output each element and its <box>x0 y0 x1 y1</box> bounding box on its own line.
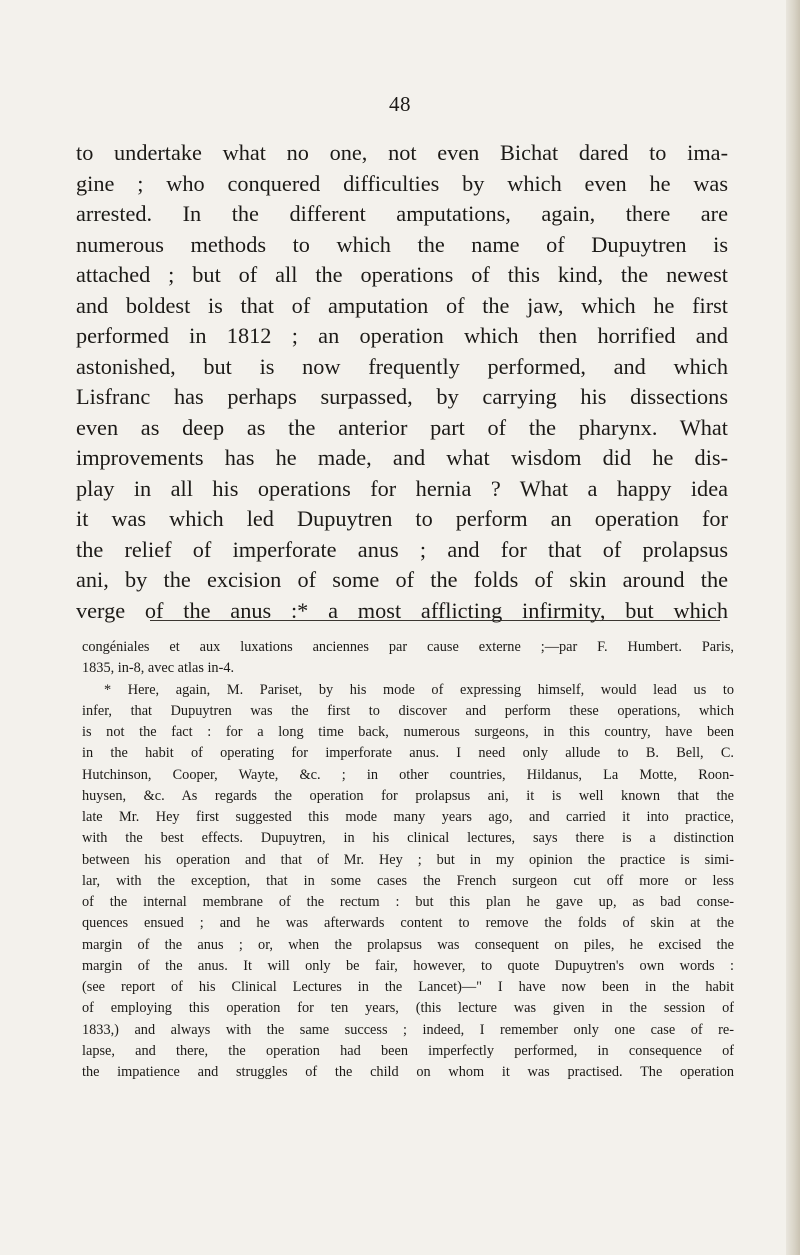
body-line: Lisfranc has perhaps surpassed, by carrying his dissections <box>76 384 728 409</box>
footnote-line: between his operation and that of Mr. Hey ; but in my opinion the practice is simi- <box>82 851 734 868</box>
footnotes <box>82 637 734 1083</box>
footnote-line: infer, that Dupuytren was the first to discover and perform these operations, which <box>82 702 734 719</box>
body-line: arrested. In the different amputations, again, there are <box>76 201 728 226</box>
footnote-line: huysen, &c. As regards the operation for prolapsus ani, it is well known that the <box>82 787 734 804</box>
footnote-line: of employing this operation for ten years, (this lecture was given in the session of <box>82 1000 734 1017</box>
body-text <box>76 138 728 626</box>
page-edge-shadow <box>786 0 800 1255</box>
footnote-line: Hutchinson, Cooper, Wayte, &c. ; in other countries, Hildanus, La Motte, Roon- <box>82 766 734 783</box>
footnote-line: in the habit of operating for imperforate anus. I need only allude to B. Bell, C. <box>82 745 734 762</box>
footnote-line: 1835, in-8, avec atlas in-4. <box>82 660 235 677</box>
footnote-line: margin of the anus ; or, when the prolapsus was consequent on piles, he excised the <box>82 936 734 953</box>
body-line: play in all his operations for hernia ? What a happy idea <box>76 475 728 501</box>
footnote-line: 1833,) and always with the same success ; indeed, I remember only one case of re- <box>82 1021 734 1038</box>
body-line: verge of the anus :* a most afflicting infirmity, but which <box>76 597 728 623</box>
footnote-line: quences ensued ; and he was afterwards content to remove the folds of skin at the <box>82 915 734 932</box>
body-line: attached ; but of all the operations of this kind, the newest <box>76 262 728 287</box>
body-line: even as deep as the anterior part of the pharynx. What <box>76 414 728 440</box>
body-line: astonished, but is now frequently performed, and which <box>76 353 728 379</box>
footnote-line: margin of the anus. It will only be fair, however, to quote Dupuytren's own words : <box>82 957 734 974</box>
footnote-line: lar, with the exception, that in some cases the French surgeon cut off more or less <box>82 872 734 889</box>
footnote-line: * Here, again, M. Pariset, by his mode of expressing himself, would lead us to <box>104 681 734 698</box>
footnote-line: of the internal membrane of the rectum : but this plan he gave up, as bad conse- <box>82 894 734 910</box>
body-line: performed in 1812 ; an operation which then horrified and <box>76 323 728 348</box>
body-line: the relief of imperforate anus ; and for that of prolapsus <box>76 536 728 562</box>
body-line: improvements has he made, and what wisdom did he dis- <box>76 445 728 470</box>
body-line: to undertake what no one, not even Bichat dared to ima- <box>76 140 728 165</box>
page-number: 48 <box>389 92 411 116</box>
footnote-line: is not the fact : for a long time back, numerous surgeons, in this country, have been <box>82 724 734 740</box>
footnote-line: congéniales et aux luxations anciennes par cause externe ;—par F. Humbert. Paris, <box>82 639 734 655</box>
footnote-line: with the best effects. Dupuytren, in his clinical lectures, says there is a distinction <box>82 830 734 847</box>
body-line: gine ; who conquered difficulties by which even he was <box>76 170 728 196</box>
footnote-line: late Mr. Hey first suggested this mode many years ago, and carried it into practice, <box>82 809 734 825</box>
body-line: ani, by the excision of some of the folds of skin around the <box>76 567 728 592</box>
footnote-line: (see report of his Clinical Lectures in the Lancet)—" I have now been in the habit <box>82 979 734 995</box>
footnote-divider <box>150 620 720 621</box>
body-line: numerous methods to which the name of Dupuytren is <box>76 231 728 257</box>
footnote-line: lapse, and there, the operation had been imperfectly performed, in consequence of <box>82 1042 734 1059</box>
body-line: and boldest is that of amputation of the jaw, which he first <box>76 292 728 318</box>
body-line: it was which led Dupuytren to perform an operation for <box>76 506 728 531</box>
footnote-line: the impatience and struggles of the child on whom it was practised. The operation <box>82 1064 734 1080</box>
